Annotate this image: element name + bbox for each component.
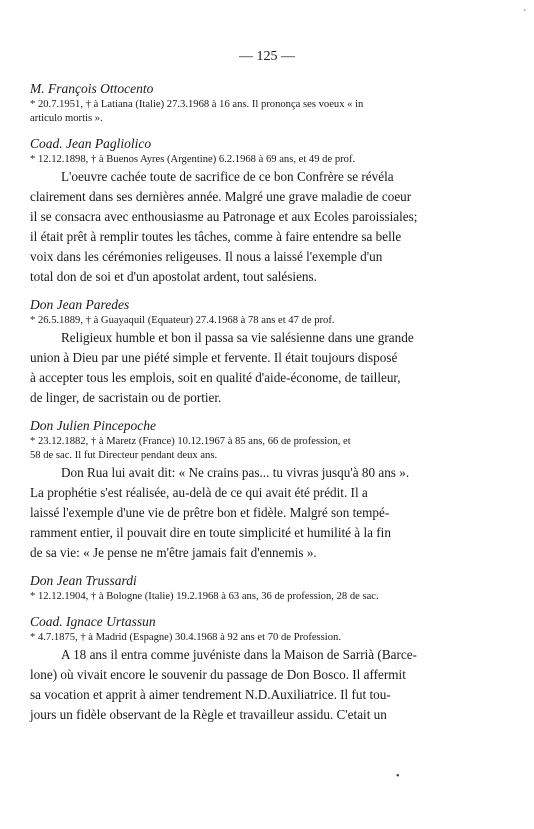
entry-text-line: laissé l'exemple d'une vie de prêtre bon et fidèle. Malgré son tempé- <box>30 505 390 520</box>
entry-text-line: Don Rua lui avait dit: « Ne crains pas... tu vivras jusqu'à 80 ans ». <box>61 465 410 480</box>
entry-dates <box>30 435 510 463</box>
entry-text-line: il était prêt à remplir toutes les tâches, comme à faire entendre sa belle <box>30 229 402 244</box>
entry-text-line: il se consacra avec enthousiasme au Patronage et aux Ecoles paroissiales; <box>30 209 418 224</box>
obituary-entry <box>30 81 510 126</box>
obituary-entry <box>30 614 510 725</box>
entry-dates-line: 58 de sac. Il fut Directeur pendant deux ans. <box>30 450 218 461</box>
entry-dates-line: articulo mortis ». <box>30 113 103 124</box>
entry-text <box>30 167 510 287</box>
entry-text <box>30 328 510 408</box>
entry-text-line: ramment entier, il pouvait dire en toute simplicité et humilité à la fin <box>30 525 391 540</box>
page-number: — 125 — <box>239 49 295 64</box>
entry-dates-line: * 26.5.1889, † à Guayaquil (Equateur) 27.4.1968 à 78 ans et 47 de prof. <box>30 315 335 326</box>
obituary-entry <box>30 418 510 563</box>
entry-name: Coad. Ignace Urtassun <box>30 614 156 629</box>
entry-text-line: La prophétie s'est réalisée, au-delà de ce qui avait été prédit. Il a <box>30 485 368 500</box>
obituary-entry <box>30 297 510 408</box>
entry-dates-line: * 20.7.1951, † à Latiana (Italie) 27.3.1968 à 16 ans. Il prononça ses voeux « in <box>30 99 364 110</box>
entry-text-line: A 18 ans il entra comme juvéniste dans la Maison de Sarrià (Barce- <box>61 647 417 662</box>
entry-text-line: Religieux humble et bon il passa sa vie salésienne dans une grande <box>61 330 414 345</box>
entry-name: Don Jean Paredes <box>30 297 130 312</box>
obituary-list <box>30 81 510 735</box>
entry-dates-line: * 12.12.1898, † à Buenos Ayres (Argentine) 6.2.1968 à 69 ans, et 49 de prof. <box>30 154 356 165</box>
entry-text-line: sa vocation et apprit à aimer tendrement N.D.Auxiliatrice. Il fut tou- <box>30 687 391 702</box>
entry-name: Don Julien Pincepoche <box>30 418 156 433</box>
scan-speck: ` <box>523 9 527 20</box>
entry-text-line: à accepter tous les emplois, soit en qualité d'aide-économe, de tailleur, <box>30 370 401 385</box>
entry-dates <box>30 631 510 645</box>
entry-dates-line: * 12.12.1904, † à Bologne (Italie) 19.2.1968 à 63 ans, 36 de profession, 28 de sac. <box>30 591 379 602</box>
entry-dates <box>30 98 510 126</box>
scan-speck: • <box>396 771 400 782</box>
entry-text-line: voix dans les cérémonies religeuses. Il nous a laissé l'exemple d'un <box>30 249 383 264</box>
entry-text <box>30 645 510 725</box>
entry-name: Coad. Jean Pagliolico <box>30 136 152 151</box>
entry-dates <box>30 153 510 167</box>
entry-name: Don Jean Trussardi <box>30 573 137 588</box>
entry-text-line: union à Dieu par une piété simple et fervente. Il était toujours disposé <box>30 350 398 365</box>
entry-name: M. François Ottocento <box>30 81 154 96</box>
entry-dates-line: * 4.7.1875, † à Madrid (Espagne) 30.4.1968 à 92 ans et 70 de Profession. <box>30 632 341 643</box>
entry-dates <box>30 590 510 604</box>
entry-text-line: total don de soi et d'un apostolat ardent, tout salésiens. <box>30 269 317 284</box>
entry-text-line: de linger, de sacristain ou de portier. <box>30 390 222 405</box>
entry-dates-line: * 23.12.1882, † à Maretz (France) 10.12.1967 à 85 ans, 66 de profession, et <box>30 436 351 447</box>
obituary-entry <box>30 573 510 604</box>
entry-text-line: lone) où vivait encore le souvenir du passage de Don Bosco. Il affermit <box>30 667 406 682</box>
entry-text-line: jours un fidèle observant de la Règle et travailleur assidu. C'etait un <box>30 707 387 722</box>
obituary-entry <box>30 136 510 287</box>
entry-dates <box>30 314 510 328</box>
entry-text-line: L'oeuvre cachée toute de sacrifice de ce bon Confrère se révéla <box>61 169 394 184</box>
entry-text <box>30 463 510 563</box>
entry-text-line: de sa vie: « Je pense ne m'être jamais fait d'ennemis ». <box>30 545 317 560</box>
entry-text-line: clairement dans ses dernières année. Malgré une grave maladie de coeur <box>30 189 412 204</box>
